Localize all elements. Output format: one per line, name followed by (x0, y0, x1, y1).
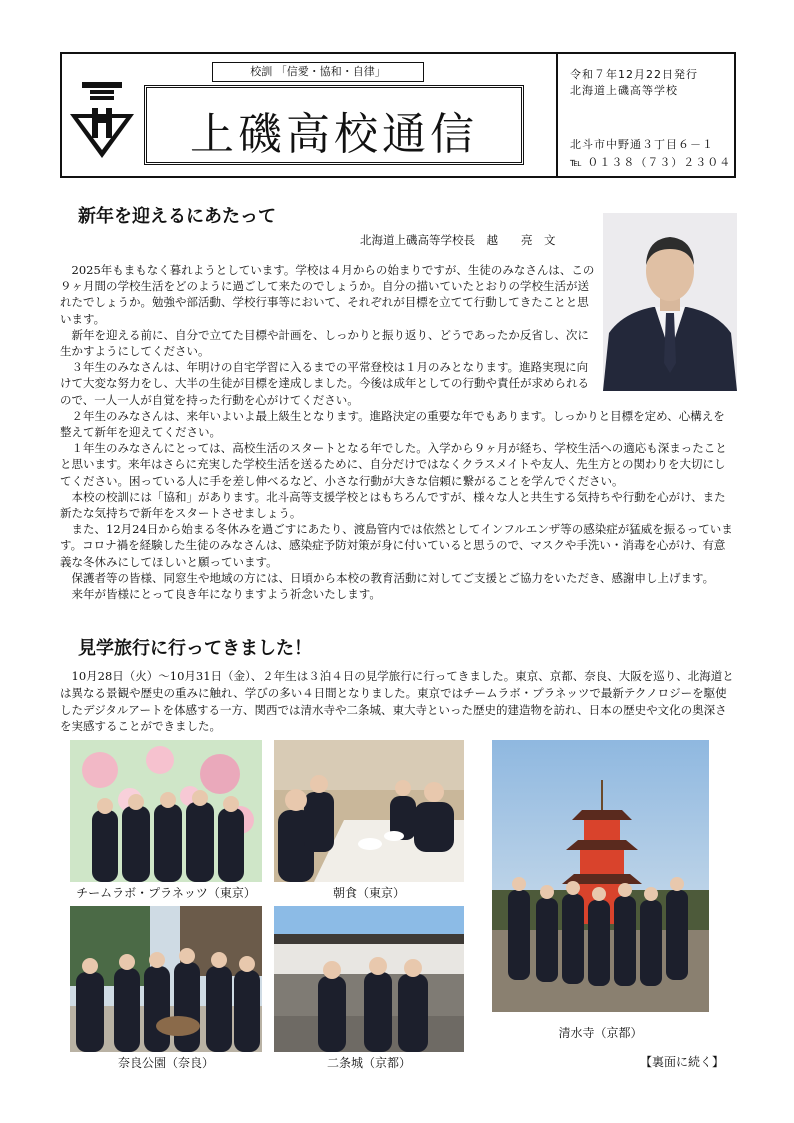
issue-date: 令和７年12月22日発行 (570, 68, 698, 81)
article1-paragraph: ２年生のみなさんは、来年いよいよ最上級生となります。進路決定の重要な年でもあります。しっかりと目標を定め、心構えを整えて新年を迎えてください。 (60, 408, 725, 440)
caption-nijo: 二条城（京都） (326, 1056, 411, 1070)
article1-heading: 新年を迎えるにあたって (78, 206, 276, 227)
photo-nijo (274, 906, 464, 1052)
school-address: 北斗市中野通３丁目６－１ (570, 138, 714, 151)
article1-paragraph: ３年生のみなさんは、年明けの自宅学習に入るまでの平常登校は１月のみとなります。進路実現に向けて大変な努力をし、大半の生徒が目標を達成しました。今後は成年としての行動や責任が求められるので、一人一人が自覚を持った行動を心がけてください。 (60, 360, 589, 407)
article2-paragraph: 10月28日（火）～10月31日（金）、２年生は３泊４日の見学旅行に行ってきました。東京、京都、奈良、大阪を巡り、北海道とは異なる景観や歴史の重みに触れ、学びの多い４日間となりました。東京ではチームラボ・プラネッツで最新テクノロジーを駆使したデジタルアートを体感する一方、関西では清水寺や二条城、東大寺といった歴史的建造物を訪れ、日本の歴史や文化の奥深さを実感することができました。 (60, 669, 734, 734)
caption-teamlab: チームラボ・プラネッツ（東京） (76, 886, 256, 900)
article1-paragraph: １年生のみなさんにとっては、高校生活のスタートとなる年でした。入学から９ヶ月が経ち、学校生活への適応も深まったことと思います。来年はさらに充実した学校生活を送るために、自分だけではなくクラスメイトや友人、先生方との関わりを大切にしてください。困っている人に手を差し伸べるなど、小さな行動が大きな信頼に繋がることを学んでください。 (60, 441, 727, 488)
article2-body (60, 668, 736, 735)
photo-teamlab (70, 740, 262, 882)
caption-breakfast: 朝食（東京） (332, 886, 405, 900)
article1-paragraph: 保護者等の皆様、同窓生や地域の方には、日頃から本校の教育活動に対してご支援とご協力をいただき、感謝申し上げます。 (71, 570, 715, 585)
caption-nara: 奈良公園（奈良） (117, 1056, 214, 1070)
school-motto: 校訓 「信愛・協和・自律」 (212, 62, 424, 82)
school-emblem-icon (68, 78, 136, 160)
article1-paragraph: 来年が皆様にとって良き年になりますよう祈念いたします。 (71, 587, 381, 602)
article2-heading: 見学旅行に行ってきました！ (78, 638, 312, 659)
article1-paragraph: 2025年もまもなく暮れようとしています。学校は４月からの始まりですが、生徒のみなさんは、この９ヶ月間の学校生活をどのように過ごして来たのでしょうか。自分の描いていたとおりの学校生活が送れたでしょうか。勉強や部活動、学校行事等において、それぞれが目標を立てて行動してきたことと思います。 (60, 263, 595, 326)
article1-paragraph: 新年を迎える前に、自分で立てた目標や計画を、しっかりと振り返り、どうであったか反省し、次に生かすようにしてください。 (60, 327, 589, 359)
school-name: 北海道上磯高等学校 (570, 84, 678, 97)
photo-breakfast (274, 740, 464, 882)
photo-nara (70, 906, 262, 1052)
newsletter-title: 上磯高校通信 (190, 109, 478, 160)
article1-body (60, 262, 736, 602)
school-tel: ℡ ０１３８（７３）２３０４ (570, 156, 732, 169)
article1-paragraph: また、12月24日から始まる冬休みを過ごすにあたり、渡島管内では依然としてインフルエンザ等の感染症が猛威を振るっています。コロナ禍を経験した生徒のみなさんは、感染症予防対策が身に付いていると思うので、マスクや手洗い・消毒を心がけ、有意義な冬休みにしてほしいと願っています。 (60, 522, 733, 569)
article1-byline: 北海道上磯高等学校長 越 亮 文 (360, 233, 556, 247)
continued-notice: 【裏面に続く】 (640, 1055, 725, 1069)
caption-kiyomizu: 清水寺（京都） (558, 1026, 643, 1040)
photo-kiyomizu (492, 740, 709, 1012)
masthead-divider (556, 54, 558, 176)
masthead (60, 52, 736, 178)
newsletter-title-box (144, 85, 524, 165)
article1-paragraph: 本校の校訓には「協和」があります。北斗高等支援学校とはもちろんですが、様々な人と共生する気持ちや行動を心がけ、また新たな気持ちで新年をスタートさせましょう。 (60, 489, 726, 521)
